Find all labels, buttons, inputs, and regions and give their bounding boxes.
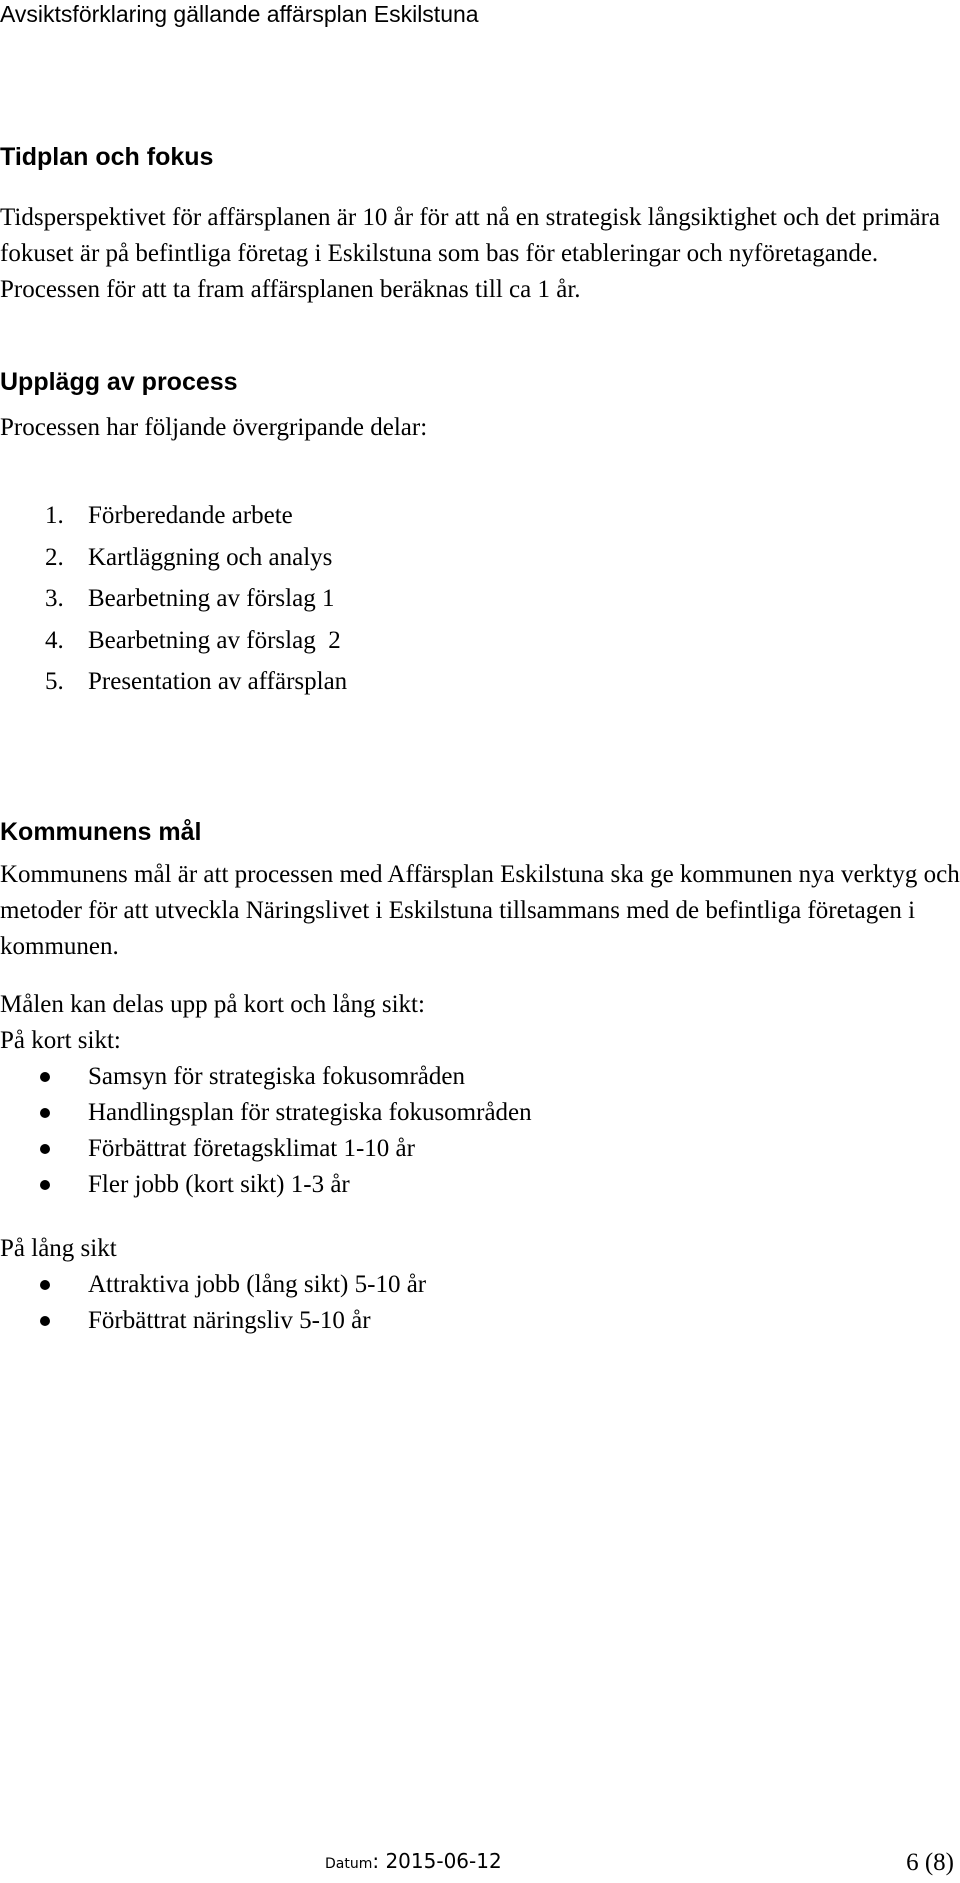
list-item-label: Förbättrat företagsklimat 1-10 år <box>88 1135 415 1162</box>
bullet-icon <box>40 1144 50 1154</box>
list-item <box>0 581 347 623</box>
heading-upplagg: Upplägg av process <box>0 368 238 396</box>
process-steps-list <box>0 498 347 706</box>
heading-tidplan: Tidplan och fokus <box>0 143 214 171</box>
list-item <box>0 1303 426 1339</box>
list-item <box>0 498 347 540</box>
list-item <box>0 1059 532 1095</box>
list-item <box>0 623 347 665</box>
list-item-number: 1. <box>45 502 64 529</box>
list-item <box>0 1131 532 1167</box>
list-item-label: Samsyn för strategiska fokusområden <box>88 1063 466 1090</box>
list-item-label: Handlingsplan för strategiska fokusområden <box>88 1099 532 1126</box>
bullet-icon <box>40 1316 50 1326</box>
list-item <box>0 540 347 582</box>
list-item-label: Förbättrat näringsliv 5-10 år <box>88 1307 371 1334</box>
short-term-label: På kort sikt: <box>0 1027 121 1054</box>
list-item <box>0 1267 426 1303</box>
list-item-label: Bearbetning av förslag 2 <box>88 626 341 654</box>
list-item-label: Presentation av affärsplan <box>88 668 348 695</box>
long-term-goals-list <box>0 1267 426 1339</box>
list-item <box>0 1095 532 1131</box>
bullet-icon <box>40 1280 50 1290</box>
document-header: Avsiktsförklaring gällande affärsplan Eskilstuna <box>0 1 479 27</box>
paragraph-goals-intro: Målen kan delas upp på kort och lång sikt: <box>0 991 425 1018</box>
bullet-icon <box>40 1180 50 1190</box>
paragraph-kommunens-mal: Kommunens mål är att processen med Affärsplan Eskilstuna ska ge kommunen nya verktyg och metoder för att utveckla Näringslivet i Eskilstuna tillsammans med de befintliga företagen i kommunen. <box>0 861 960 960</box>
footer-date-label: Datum <box>325 1856 373 1872</box>
list-item-number: 4. <box>45 626 64 654</box>
paragraph-tidplan: Tidsperspektivet för affärsplanen är 10 år för att nå en strategisk långsiktighet och det primära fokuset är på befintliga företag i Eskilstuna som bas för etableringar och nyföretagande. Processen för att ta fram affärsplanen beräknas till ca 1 år. <box>0 204 940 303</box>
list-item-label: Kartläggning och analys <box>88 543 333 571</box>
list-item <box>0 664 347 706</box>
bullet-icon <box>40 1072 50 1082</box>
list-item-number: 2. <box>45 543 64 571</box>
list-item-label: Attraktiva jobb (lång sikt) 5-10 år <box>88 1271 427 1298</box>
list-item-label: Bearbetning av förslag 1 <box>88 585 335 612</box>
list-item <box>0 1167 532 1203</box>
list-item-number: 3. <box>45 585 64 612</box>
list-item-label: Fler jobb (kort sikt) 1-3 år <box>88 1171 350 1198</box>
paragraph-upplagg-intro: Processen har följande övergripande delar: <box>0 414 428 441</box>
footer-date-value: : 2015-06-12 <box>372 1849 502 1873</box>
long-term-label: På lång sikt <box>0 1235 117 1262</box>
bullet-icon <box>40 1108 50 1118</box>
page-number: 6 (8) <box>906 1849 954 1876</box>
heading-kommunens-mal: Kommunens mål <box>0 818 202 846</box>
short-term-goals-list <box>0 1059 532 1203</box>
list-item-number: 5. <box>45 668 64 695</box>
footer-date <box>325 1848 502 1877</box>
list-item-label: Förberedande arbete <box>88 502 293 529</box>
